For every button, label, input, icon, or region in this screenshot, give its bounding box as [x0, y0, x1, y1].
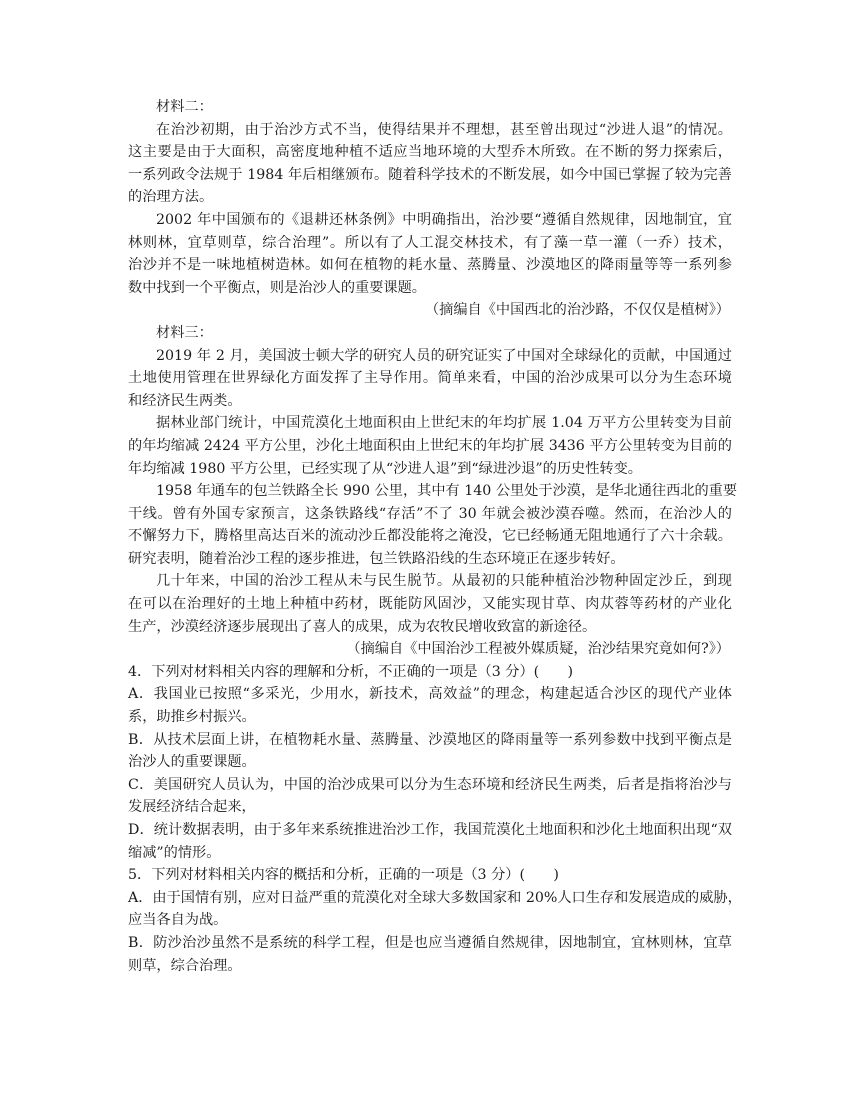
- text-line: 2002 年中国颁布的《退耕还林条例》中明确指出，治沙要“遵循自然规律，因地制宜，宜: [156, 211, 732, 228]
- question-5-option-b: B．防沙治沙虽然不是系统的科学工程，但是也应当遵循自然规律，因地制宜，宜林则林，宜草: [128, 934, 732, 951]
- text-line: 2019 年 2 月，美国波士顿大学的研究人员的研究证实了中国对全球绿化的贡献，中国通过: [156, 347, 732, 364]
- text-line: 这主要是由于大面积，高密度地种植不适应当地环境的大型乔木所致。在不断的努力探索后，: [128, 144, 732, 161]
- question-4-option-a: A．我国业已按照“多采光，少用水，新技术，高效益”的理念，构建起适合沙区的现代产业体: [128, 686, 732, 703]
- question-5-option-b-cont: 则草，综合治理。: [128, 957, 242, 974]
- question-4-option-d: D．统计数据表明，由于多年来系统推进治沙工作，我国荒漠化土地面积和沙化土地面积出现“双: [128, 822, 732, 838]
- text-line: 的治理方法。: [128, 189, 214, 206]
- question-4-option-c: C．美国研究人员认为，中国的治沙成果可以分为生态环境和经济民生两类，后者是指将治沙与: [128, 776, 732, 793]
- text-line: 在可以在治理好的土地上种植中药材，既能防风固沙，又能实现甘草、肉苁蓉等药材的产业化: [128, 596, 732, 613]
- text-line: 林则林，宜草则草，综合治理”。所以有了人工混交林技术，有了藻一草一灌（一乔）技术，: [128, 234, 732, 251]
- question-4-option-d-cont: 缩减”的情形。: [128, 844, 221, 861]
- material-3-paragraph-2: [128, 412, 732, 480]
- text-line: 和经济民生两类。: [128, 392, 242, 409]
- text-line: 干线。曾有外国专家预言，这条铁路线“存活”不了 30 年就会被沙漠吞噬。然而，在治沙人的: [128, 505, 732, 522]
- question-4: [128, 661, 732, 864]
- text-line: 生产，沙漠经济逐步展现出了喜人的成果，成为农牧民增收致富的新途径。: [128, 618, 597, 635]
- material-2-paragraph-1: [128, 119, 732, 209]
- question-4-option-c-cont: 发展经济结合起来，: [128, 799, 256, 816]
- question-5-option-a: A．由于国情有别，应对日益严重的荒漠化对全球大多数国家和 20%人口生存和发展造成的威胁，: [128, 889, 742, 906]
- text-line: 一系列政令法规于 1984 年后相继颁布。随着科学技术的不断发展，如今中国已掌握了较为完善: [128, 166, 732, 183]
- material-3-source: （摘编自《中国治沙工程被外媒质疑，治沙结果究竟如何?》）: [346, 641, 730, 658]
- material-2-source: （摘编自《中国西北的治沙路，不仅仅是植树》）: [424, 302, 730, 319]
- material-3-heading: 材料三：: [156, 324, 213, 341]
- document-page: [128, 96, 742, 977]
- material-3-paragraph-3: [128, 480, 738, 570]
- text-line: 几十年来，中国的治沙工程从未与民生脱节。从最初的只能种植治沙物种固定沙丘，到现: [156, 573, 732, 590]
- material-3-paragraph-4: [128, 570, 732, 638]
- material-2-paragraph-2: [128, 209, 732, 299]
- text-line: 年均缩减 1980 平方公里，已经实现了从“沙进人退”到“绿进沙退”的历史性转变。: [128, 460, 642, 477]
- text-line: 1958 年通车的包兰铁路全长 990 公里，其中有 140 公里处于沙漠，是华北通往西北的重要: [156, 483, 738, 500]
- question-4-stem: 4．下列对材料相关内容的理解和分析，不正确的一项是（3 分）( ): [128, 663, 574, 680]
- text-line: 土地使用管理在世界绿化方面发挥了主导作用。简单来看，中国的治沙成果可以分为生态环境: [128, 370, 732, 387]
- text-line: 治沙并不是一味地植树造林。如何在植物的耗水量、蒸腾量、沙漠地区的降雨量等等一系列参: [128, 257, 732, 274]
- text-line: 数中找到一个平衡点，则是治沙人的重要课题。: [128, 279, 426, 296]
- question-5: [128, 864, 742, 977]
- question-4-option-b: B．从技术层面上讲，在植物耗水量、蒸腾量、沙漠地区的降雨量等一系列参数中找到平衡点是: [128, 731, 732, 748]
- question-5-option-a-cont: 应当各自为战。: [128, 912, 228, 929]
- question-5-stem: 5．下列对材料相关内容的概括和分析，正确的一项是（3 分）( ): [128, 867, 559, 884]
- material-2-heading: 材料二：: [156, 99, 213, 115]
- text-line: 的年均缩减 2424 平方公里，沙化土地面积由上世纪末的年均扩展 3436 平方公里转变为目前的: [128, 437, 732, 454]
- text-line: 据林业部门统计，中国荒漠化土地面积由上世纪末的年均扩展 1.04 万平方公里转变为目前: [156, 415, 732, 432]
- material-3-paragraph-1: [128, 345, 732, 413]
- text-line: 在治沙初期，由于治沙方式不当，使得结果并不理想，甚至曾出现过“沙进人退”的情况。: [156, 121, 732, 138]
- question-4-option-a-cont: 系，助推乡村振兴。: [128, 709, 256, 726]
- text-line: 研究表明，随着治沙工程的逐步推进，包兰铁路沿线的生态环境正在逐步转好。: [128, 550, 625, 567]
- question-4-option-b-cont: 治沙人的重要课题。: [128, 754, 256, 771]
- text-line: 不懈努力下，腾格里高达百米的流动沙丘都没能将之淹没，它已经畅通无阻地通行了六十余载。: [128, 528, 732, 545]
